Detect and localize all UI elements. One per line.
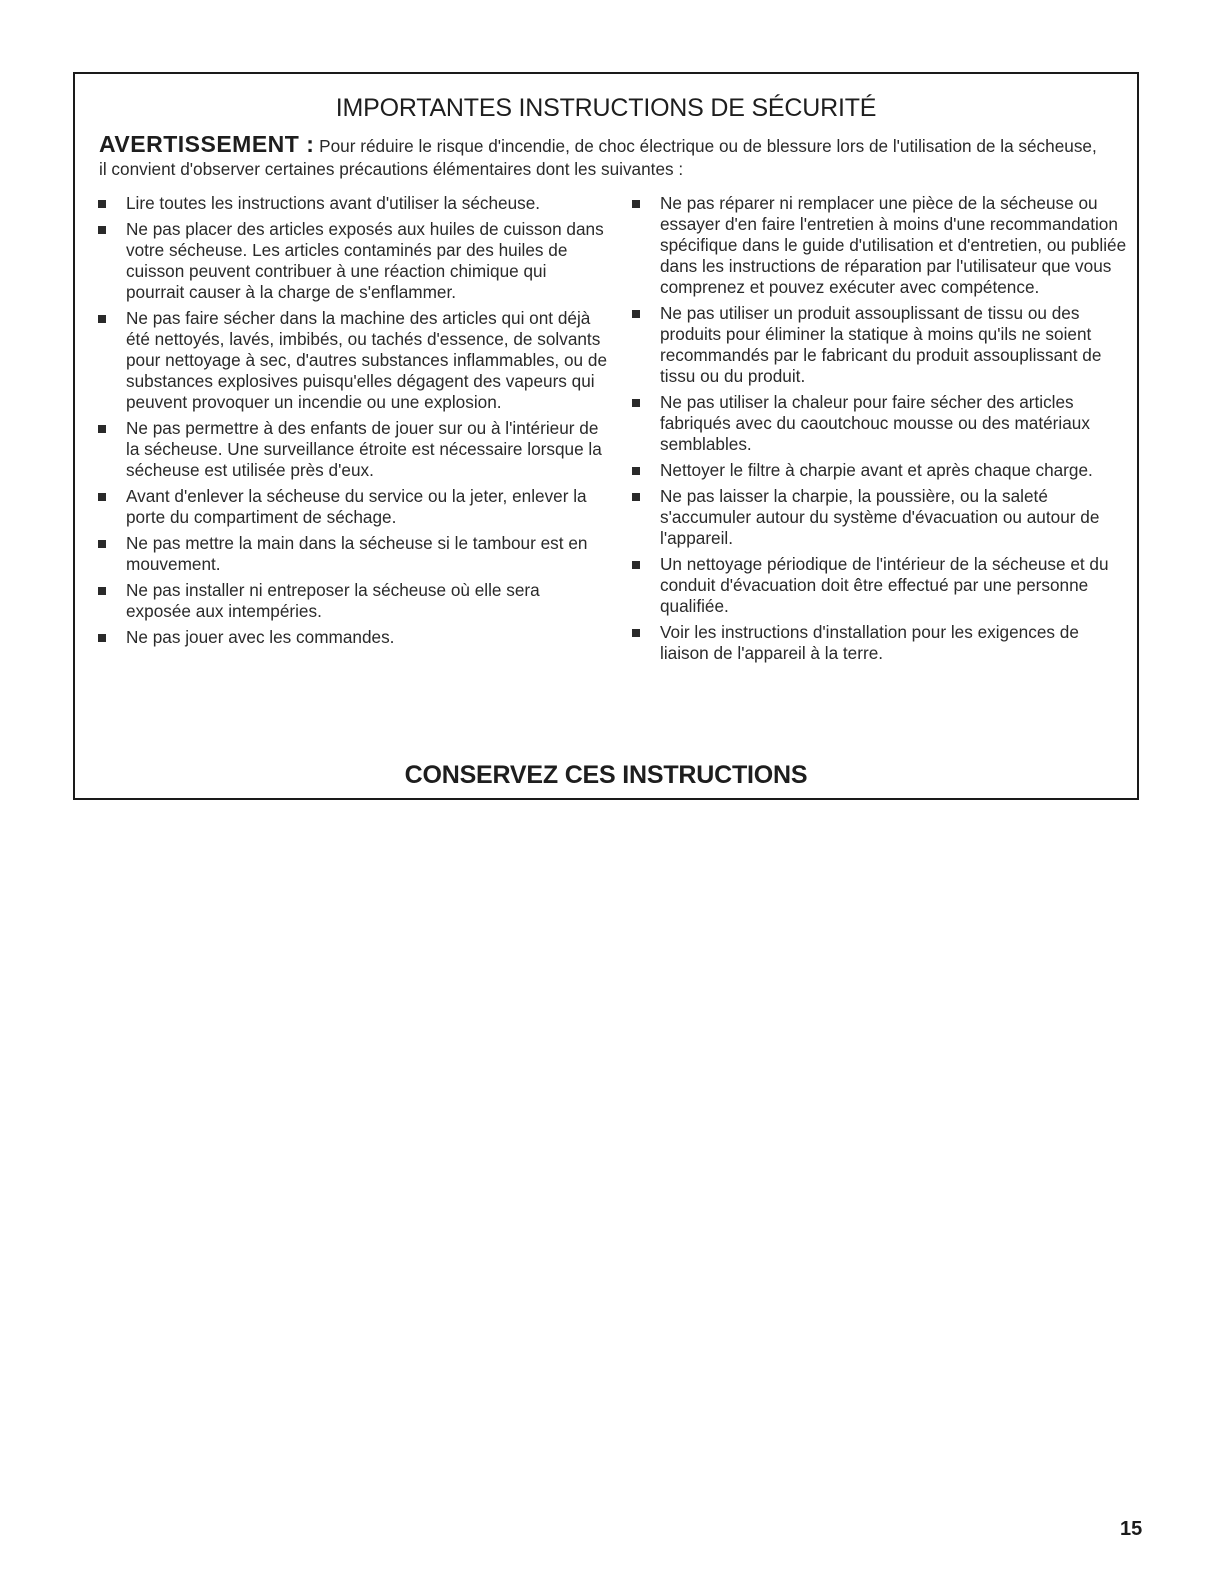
list-item-text: Ne pas jouer avec les commandes. <box>126 627 395 647</box>
list-item <box>89 219 609 303</box>
list-item-text: Voir les instructions d'installation pour les exigences de liaison de l'appareil à la terre. <box>660 622 1079 663</box>
list-item-text: Nettoyer le filtre à charpie avant et après chaque charge. <box>660 460 1093 480</box>
square-bullet-icon <box>632 200 640 208</box>
page-title: IMPORTANTES INSTRUCTIONS DE SÉCURITÉ <box>335 94 877 122</box>
square-bullet-icon <box>98 540 106 548</box>
list-item <box>89 193 609 214</box>
list-item <box>623 486 1131 549</box>
list-item <box>89 418 609 481</box>
list-item <box>89 580 609 622</box>
left-column <box>89 193 609 653</box>
square-bullet-icon <box>98 200 106 208</box>
square-bullet-icon <box>98 315 106 323</box>
list-item-text: Lire toutes les instructions avant d'utiliser la sécheuse. <box>126 193 541 213</box>
list-item-text: Ne pas permettre à des enfants de jouer sur ou à l'intérieur de la sécheuse. Une surveillance étroite est nécessaire lorsque la sécheuse est utilisée près d'eux. <box>126 418 602 480</box>
list-item <box>89 627 609 648</box>
warning-lead: AVERTISSEMENT : <box>99 131 315 157</box>
list-item <box>623 193 1131 298</box>
list-item-text: Ne pas faire sécher dans la machine des articles qui ont déjà été nettoyés, lavés, imbibés, ou tachés d'essence, de solvants pour nettoyage à sec, d'autres substances inflammables, ou de substances explosives puisqu'elles dégagent des vapeurs qui peuvent provoquer un incendie ou une explosion. <box>126 308 607 412</box>
left-instruction-list <box>89 193 609 648</box>
safety-instructions-box <box>73 72 1139 800</box>
warning-text: Pour réduire le risque d'incendie, de choc électrique ou de blessure lors de l'utilisation de la sécheuse, il convient d'observer certaines précautions élémentaires dont les suivantes : <box>99 136 1097 179</box>
list-item <box>623 392 1131 455</box>
square-bullet-icon <box>98 425 106 433</box>
list-item <box>89 308 609 413</box>
list-item-text: Ne pas utiliser la chaleur pour faire sécher des articles fabriqués avec du caoutchouc mousse ou des matériaux semblables. <box>660 392 1090 454</box>
list-item-text: Ne pas utiliser un produit assouplissant de tissu ou des produits pour éliminer la statique à moins qu'ils ne soient recommandés par le fabricant du produit assouplissant de tissu ou du produit. <box>660 303 1102 386</box>
page-number: 15 <box>1120 1518 1143 1540</box>
list-item <box>89 533 609 575</box>
list-item <box>89 486 609 528</box>
square-bullet-icon <box>632 310 640 318</box>
square-bullet-icon <box>632 561 640 569</box>
list-item <box>623 554 1131 617</box>
save-instructions-title: CONSERVEZ CES INSTRUCTIONS <box>404 761 808 789</box>
warning-paragraph <box>99 133 1109 181</box>
list-item <box>623 460 1131 481</box>
square-bullet-icon <box>98 226 106 234</box>
list-item-text: Avant d'enlever la sécheuse du service ou la jeter, enlever la porte du compartiment de séchage. <box>126 486 587 527</box>
right-column <box>623 193 1131 669</box>
square-bullet-icon <box>632 467 640 475</box>
square-bullet-icon <box>98 493 106 501</box>
square-bullet-icon <box>632 493 640 501</box>
square-bullet-icon <box>632 399 640 407</box>
square-bullet-icon <box>98 634 106 642</box>
list-item-text: Ne pas laisser la charpie, la poussière, ou la saleté s'accumuler autour du système d'évacuation ou autour de l'appareil. <box>660 486 1100 548</box>
list-item-text: Ne pas installer ni entreposer la sécheuse où elle sera exposée aux intempéries. <box>126 580 540 621</box>
list-item <box>623 622 1131 664</box>
square-bullet-icon <box>98 587 106 595</box>
list-item-text: Ne pas réparer ni remplacer une pièce de la sécheuse ou essayer d'en faire l'entretien à moins d'une recommandation spécifique dans le guide d'utilisation et d'entretien, ou publiée dans les instructions de réparation par l'utilisateur que vous comprenez et pouvez exécuter avec compétence. <box>660 193 1127 297</box>
list-item-text: Ne pas placer des articles exposés aux huiles de cuisson dans votre sécheuse. Les articles contaminés par des huiles de cuisson peuvent contribuer à une réaction chimique qui pourrait causer à la charge de s'enflammer. <box>126 219 604 302</box>
list-item-text: Un nettoyage périodique de l'intérieur de la sécheuse et du conduit d'évacuation doit être effectué par une personne qualifiée. <box>660 554 1109 616</box>
square-bullet-icon <box>632 629 640 637</box>
list-item-text: Ne pas mettre la main dans la sécheuse si le tambour est en mouvement. <box>126 533 588 574</box>
right-instruction-list <box>623 193 1131 664</box>
list-item <box>623 303 1131 387</box>
